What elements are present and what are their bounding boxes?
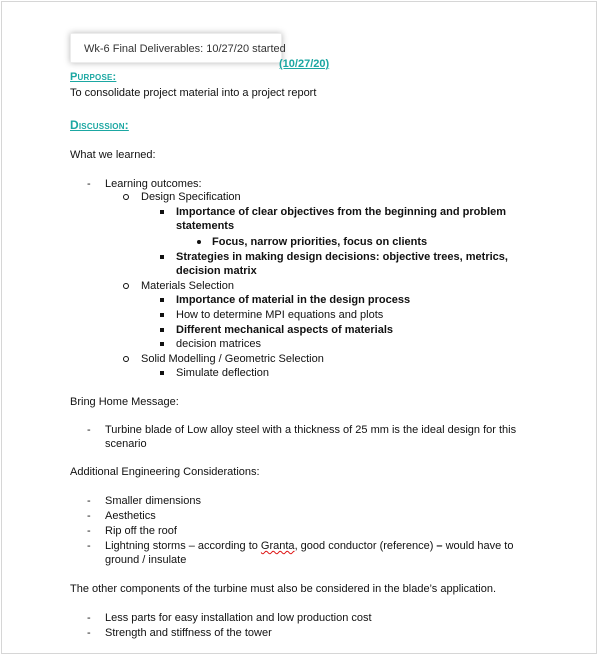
add-item4-line1 <box>105 540 513 553</box>
dash-bullet: - <box>87 540 91 552</box>
add-item2: Aesthetics <box>105 510 156 522</box>
dash-bullet: - <box>87 627 91 639</box>
other-components-text: The other components of the turbine must also be considered in the blade’s application. <box>70 583 497 595</box>
square-bullet <box>160 294 164 307</box>
purpose-text: To consolidate project material into a project report <box>70 87 317 99</box>
dash-bullet: - <box>87 510 91 522</box>
circle-bullet <box>123 191 129 204</box>
solid-modelling-label: Solid Modelling / Geometric Selection <box>141 353 324 365</box>
circle-bullet <box>123 353 129 366</box>
ms-item1: Importance of material in the design process <box>176 294 411 306</box>
ds-sub1: Focus, narrow priorities, focus on clients <box>212 236 428 248</box>
additional-label: Additional Engineering Considerations: <box>70 466 260 478</box>
dash-bullet: - <box>87 525 91 537</box>
bring-home-label: Bring Home Message: <box>70 396 179 408</box>
add-item4-suffix: would have to <box>442 540 514 552</box>
dash-bullet: - <box>87 424 91 436</box>
square-bullet <box>160 324 164 337</box>
bring-home-line1: Turbine blade of Low alloy steel with a thickness of 25 mm is the ideal design for this <box>105 424 517 436</box>
circle-bullet <box>123 280 129 293</box>
ds-item1-line2: statements <box>176 220 235 232</box>
square-bullet <box>160 367 164 380</box>
title-callout <box>70 33 286 63</box>
ms-item4: decision matrices <box>176 338 261 350</box>
dash-bullet: - <box>87 612 91 624</box>
ms-item2: How to determine MPI equations and plots <box>176 309 384 321</box>
what-we-learned-label: What we learned: <box>70 149 156 161</box>
materials-selection-label: Materials Selection <box>141 280 234 292</box>
add-item4-mid: , good conductor (reference) <box>294 540 437 552</box>
dot-bullet <box>197 236 201 249</box>
dash-bullet: - <box>87 495 91 507</box>
page-title: Wk-6 Final Deliverables: 10/27/20 started <box>84 43 286 55</box>
square-bullet <box>160 251 164 264</box>
design-spec-label: Design Specification <box>141 191 241 203</box>
other-item2: Strength and stiffness of the tower <box>105 627 272 639</box>
add-item1: Smaller dimensions <box>105 495 201 507</box>
ds-item2-line2: decision matrix <box>176 265 257 277</box>
sm-item1: Simulate deflection <box>176 367 269 379</box>
granta-misspelled: Granta <box>260 540 295 552</box>
square-bullet <box>160 206 164 219</box>
discussion-heading: Discussion: <box>70 118 129 132</box>
ms-item3: Different mechanical aspects of materials <box>176 324 394 336</box>
add-item4-line2: ground / insulate <box>105 554 187 566</box>
dash-bullet: - <box>87 178 91 190</box>
add-item4-prefix: Lightning storms – according to <box>105 540 261 552</box>
square-bullet <box>160 338 164 351</box>
other-item1: Less parts for easy installation and low production cost <box>105 612 372 624</box>
purpose-heading: Purpose: <box>70 71 117 83</box>
ds-item2-line1: Strategies in making design decisions: objective trees, metrics, <box>176 251 508 263</box>
bring-home-line2: scenario <box>105 438 147 450</box>
date-tag: (10/27/20) <box>279 58 330 70</box>
learning-outcomes-label: Learning outcomes: <box>105 178 202 190</box>
square-bullet <box>160 309 164 322</box>
add-item3: Rip off the roof <box>105 525 177 537</box>
add-item4-dash: – <box>436 540 443 552</box>
ds-item1-line1: Importance of clear objectives from the beginning and problem <box>176 206 507 218</box>
